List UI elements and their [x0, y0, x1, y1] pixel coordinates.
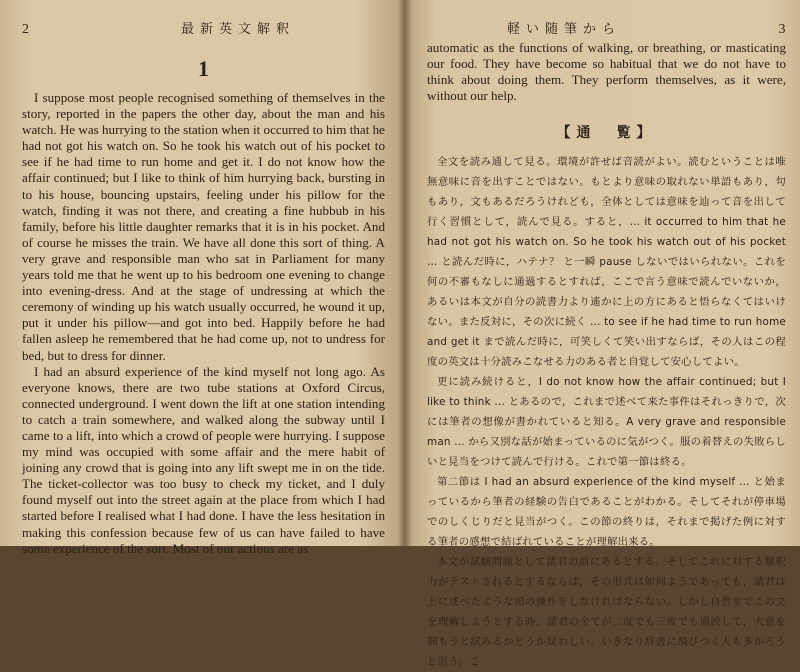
commentary-paragraph: 全文を読み通して見る。環境が許せば音読がよい。読むということは唯無意味に音を出すことではない。もとより意味の取れない単語もあり，句もあり，文もあるだろうけれども，全体としては意味を辿って音を出して行く習慣として，読んで見る。すると，… it occurred to him that he had not got his watch on. So he took his watch out of his pocket … と読んだ時に，ハテナ？ と一瞬 pause しないではいられない。これを何の不審もなしに通過するとすれば，ここで言う意味で読んでいないか，あるいは本文が自分の読書力より遙かに上の方にあると悟らなくてはいけない。また反対に，その次に続く … to see if he had time to run home and get it まで読んだ時に，可笑しくて笑い出すならば，その人はこの程度の英文は十分読みこなせる力のある者と自覚して安心してよい。 — [427, 156, 786, 369]
commentary-paragraph: 更に読み続けると，I do not know how the affair continued; but I like to think … とあるので，これまで述べて来た事件はそれっきりで，次には筆者の想像が書かれていると知る。A very grave and responsible man … から又別な話が始まっているのに気がつく。服の着替えの失敗らしいと見当をつけて読んで行ける。これで第一節は終る。 — [427, 376, 786, 469]
left-page — [0, 0, 405, 556]
section-heading: 【通 覧】 — [556, 126, 657, 142]
body-paragraph: I had an absurd experience of the kind myself not long ago. As everyone knows, there are two tube stations at Oxford Circus, connected underground. I went down the lift at one station intending to catch a train somewhere, and walked along the subway until I came to a lift, into which a crowd of people were hurrying. I suppose my mind was occupied with some affair and the mere habit of joining any crowd that is going into any lift swept me in on the tide. The ticket-collector was too busy to check my ticket, and I duly found myself out into the street again at the place from which I had started before I realised what I had done. I have the less hesitation in making this confession because few of us can have failed to have some experience of the sort. Most of our actions are as — [22, 363, 385, 556]
left-page-header — [22, 18, 385, 40]
chapter-number: 1 — [198, 56, 209, 81]
body-paragraph: I suppose most people recognised something of themselves in the story, reported in the papers the other day, about the man and his watch. He was hurrying to the station when it occurred to him that he had not got his watch on. So he took his watch out of his pocket to see if he had time to run home and get it. I do not know how the affair continued; but I like to think of him hurrying back, bursting in to his house, bouncing upstairs, feeling under his pillow for the watch, finding it was not there, and creating a fine hubbub in his family, before his little daughter remarks that it is in his pocket. And of course he misses the train. We have all done this sort of thing. A very grave and responsible man who sat in Parliament for many years told me that he went up to his bedroom one evening to change into evening-dress. And at the stage of undressing at which the ceremony of winding up his watch usually occurred, he wound it up, put it under his pillow—and got into bed. Happily before he had fallen asleep he remembered that he had come up, not to undress for bed, but to dress for dinner. — [22, 90, 385, 363]
running-title: 最新英文解釈 — [180, 21, 295, 36]
commentary-paragraph: 本文が試験問題として諸君の前にあるとする。そしてこれに対する解釈力がテストされるとするならば，その形式は如何ようであっても，諸君は上に述べたような頭の操作をしなければならない。しかし自習室でこの文を理解しようとする時，諸君の全てが二度でも三度でも通読して，大意を掴もうと試みるかどうか疑わしい。いきなり辞書に飛びつく人も多かろうと思う。こ — [427, 556, 786, 669]
page-number: 2 — [22, 22, 30, 37]
commentary-paragraph: 第二節は I had an absurd experience of the kind myself … と始まっているから筆者の経験の告白であることがわかる。そしてそれが停車場でのしくじりだと見当がつく。この節の終りは，それまで掲げた例に対する筆者の感想で結ばれていることが理解出来る。 — [427, 476, 786, 549]
running-title: 軽い随筆から — [507, 21, 622, 36]
right-page-header — [427, 18, 786, 40]
right-page — [405, 0, 800, 669]
continued-paragraph: automatic as the functions of walking, or breathing, or masticating our food. They have become so habitual that we do not have to think about doing them. They perform themselves, as it were, without our help. — [427, 40, 786, 104]
page-number: 3 — [778, 22, 786, 37]
